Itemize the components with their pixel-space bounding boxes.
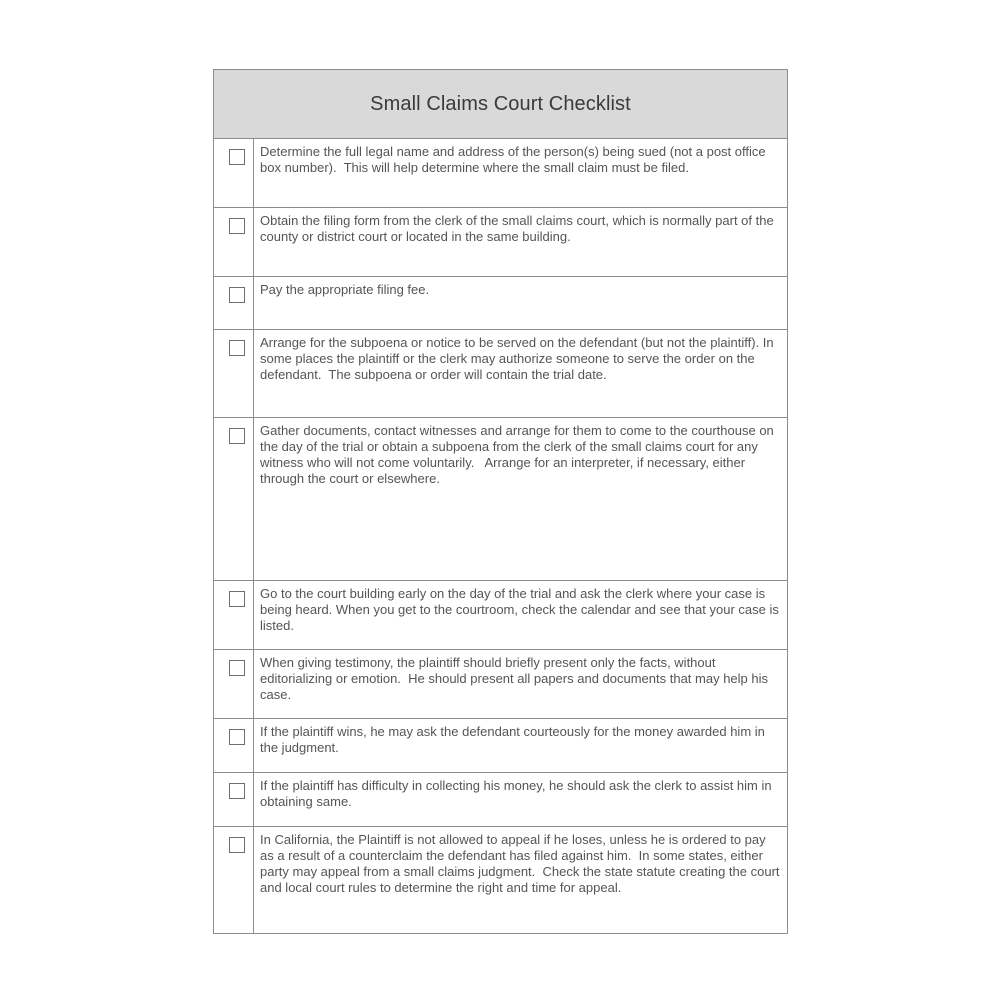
checkbox-cell (214, 773, 254, 826)
item-text-cell (254, 719, 787, 772)
checkbox-cell (214, 418, 254, 580)
item-text-cell (254, 773, 787, 826)
checklist-row (214, 330, 787, 418)
item-text: Obtain the filing form from the clerk of the small claims court, which is normally part of the county or district court or located in the same building. (260, 213, 778, 244)
item-text: Arrange for the subpoena or notice to be served on the defendant (but not the plaintiff). In some places the plaintiff or the clerk may authorize someone to serve the order on the defendant. The subpoena or order will contain the trial date. (260, 335, 778, 382)
item-text-cell (254, 581, 787, 649)
checkbox-cell (214, 139, 254, 207)
item-text-cell (254, 827, 787, 933)
item-text: If the plaintiff wins, he may ask the defendant courteously for the money awarded him in the judgment. (260, 724, 769, 755)
item-text: Pay the appropriate filing fee. (260, 282, 430, 297)
item-checkbox[interactable] (229, 837, 245, 853)
item-text-cell (254, 208, 787, 276)
checklist-row (214, 719, 787, 773)
checkbox-cell (214, 827, 254, 933)
item-text: Determine the full legal name and address of the person(s) being sued (not a post office box number). This will help determine where the small claim must be filed. (260, 144, 770, 175)
item-text: In California, the Plaintiff is not allowed to appeal if he loses, unless he is ordered to pay as a result of a counterclaim the defendant has filed against him. In some states, either party may appeal from a small claims judgment. Check the state statute creating the court and local court rules to determine the right and time for appeal. (260, 832, 784, 895)
checkbox-cell (214, 581, 254, 649)
item-text-cell (254, 139, 787, 207)
checkbox-cell (214, 208, 254, 276)
checklist-header (214, 70, 787, 139)
item-checkbox[interactable] (229, 287, 245, 303)
item-checkbox[interactable] (229, 591, 245, 607)
item-text-cell (254, 650, 787, 718)
item-text-cell (254, 418, 787, 580)
item-text: If the plaintiff has difficulty in collecting his money, he should ask the clerk to assist him in obtaining same. (260, 778, 776, 809)
item-checkbox[interactable] (229, 729, 245, 745)
item-text-cell (254, 277, 787, 329)
checklist-title: Small Claims Court Checklist (370, 92, 631, 115)
checkbox-cell (214, 277, 254, 329)
item-text: Go to the court building early on the day of the trial and ask the clerk where your case is being heard. When you get to the courtroom, check the calendar and see that your case is listed. (260, 586, 783, 633)
item-checkbox[interactable] (229, 783, 245, 799)
item-text-cell (254, 330, 787, 417)
item-checkbox[interactable] (229, 340, 245, 356)
checklist-table (213, 69, 788, 934)
checklist-row (214, 277, 787, 330)
checklist-row (214, 827, 787, 933)
checklist-row (214, 418, 787, 581)
item-checkbox[interactable] (229, 149, 245, 165)
item-text: Gather documents, contact witnesses and arrange for them to come to the courthouse on the day of the trial or obtain a subpoena from the clerk of the small claims court for any witness who will not come voluntarily. Arrange for an interpreter, if necessary, either through the court or elsewhere. (260, 423, 778, 486)
checkbox-cell (214, 330, 254, 417)
checklist-row (214, 581, 787, 650)
checklist-row (214, 773, 787, 827)
item-checkbox[interactable] (229, 660, 245, 676)
item-checkbox[interactable] (229, 428, 245, 444)
checklist-row (214, 650, 787, 719)
checklist-row (214, 139, 787, 208)
checkbox-cell (214, 650, 254, 718)
checklist-row (214, 208, 787, 277)
item-checkbox[interactable] (229, 218, 245, 234)
checkbox-cell (214, 719, 254, 772)
item-text: When giving testimony, the plaintiff should briefly present only the facts, without editorializing or emotion. He should present all papers and documents that may help his case. (260, 655, 772, 702)
